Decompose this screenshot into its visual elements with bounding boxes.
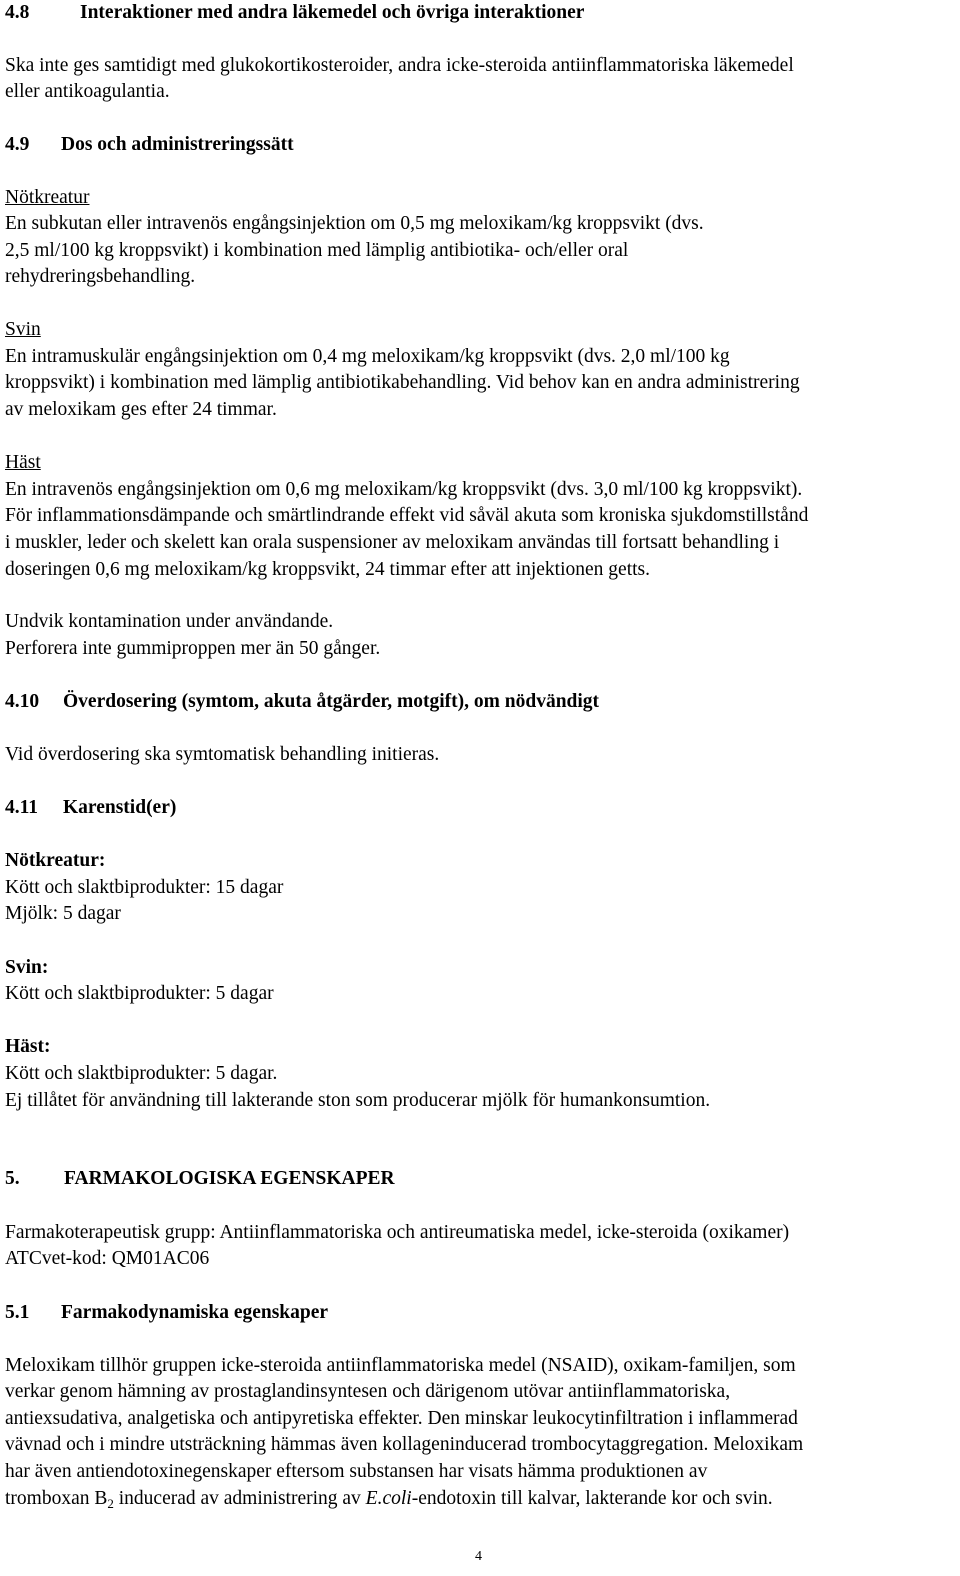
- section-heading-4-9: [5, 132, 294, 158]
- paragraph-line: kroppsvikt) i kombination med lämplig antibiotikabehandling. Vid behov kan en andra administrering: [5, 372, 800, 393]
- paragraph-line: För inflammationsdämpande och smärtlindrande effekt vid såväl akuta som kroniska sjukdomstillstånd: [5, 505, 809, 526]
- text-run: tromboxan B: [5, 1488, 108, 1509]
- paragraph-line: Vid överdosering ska symtomatisk behandling initieras.: [5, 744, 440, 765]
- section-number: 4.10: [5, 691, 40, 712]
- section-heading-4-8: [5, 0, 584, 26]
- withdrawal-heading-cattle: Nötkreatur:: [5, 850, 106, 871]
- paragraph-line: i muskler, leder och skelett kan orala suspensioner av meloxikam användas till fortsatt behandling i: [5, 532, 780, 553]
- paragraph-line: [5, 1486, 773, 1517]
- text-run: inducerad av administrering av: [113, 1488, 366, 1509]
- section-number: 4.8: [5, 2, 30, 23]
- page-number: 4: [475, 1549, 482, 1564]
- section-title: Karenstid(er): [63, 797, 177, 818]
- section-title: Farmakodynamiska egenskaper: [61, 1302, 329, 1323]
- paragraph-line: Undvik kontamination under användande.: [5, 611, 334, 632]
- paragraph-line: Ej tillåtet för användning till lakterande ston som producerar mjölk för humankonsumtion.: [5, 1090, 711, 1111]
- paragraph-line: Kött och slaktbiprodukter: 5 dagar: [5, 983, 274, 1004]
- italic-term: E.coli: [365, 1488, 412, 1509]
- species-heading-pig: Svin: [5, 319, 41, 340]
- paragraph-line: Mjölk: 5 dagar: [5, 903, 121, 924]
- paragraph-line: eller antikoagulantia.: [5, 81, 170, 102]
- paragraph-line: Kött och slaktbiprodukter: 5 dagar.: [5, 1063, 278, 1084]
- paragraph-line: verkar genom hämning av prostaglandinsyntesen och därigenom utövar antiinflammatoriska,: [5, 1381, 731, 1402]
- paragraph-line: rehydreringsbehandling.: [5, 266, 196, 287]
- section-title: Överdosering (symtom, akuta åtgärder, motgift), om nödvändigt: [63, 691, 600, 712]
- section-heading-5-1: [5, 1300, 328, 1326]
- section-heading-5: [5, 1166, 395, 1192]
- section-heading-4-11: [5, 795, 176, 821]
- paragraph-line: Farmakoterapeutisk grupp: Antiinflammatoriska och antireumatiska medel, icke-steroida (oxikamer): [5, 1222, 790, 1243]
- paragraph-line: Perforera inte gummiproppen mer än 50 gånger.: [5, 638, 381, 659]
- section-title: FARMAKOLOGISKA EGENSKAPER: [64, 1168, 395, 1189]
- section-number: 5.1: [5, 1302, 30, 1323]
- subscript: 2: [107, 1496, 114, 1511]
- paragraph-line: Meloxikam tillhör gruppen icke-steroida antiinflammatoriska medel (NSAID), oxikam-familjen, som: [5, 1355, 796, 1376]
- text-run: -endotoxin till kalvar, lakterande kor och svin.: [411, 1488, 773, 1509]
- paragraph-line: har även antiendotoxinegenskaper eftersom substansen har visats hämma produktionen av: [5, 1461, 708, 1482]
- paragraph-line: En intramuskulär engångsinjektion om 0,4 mg meloxikam/kg kroppsvikt (dvs. 2,0 ml/100 kg: [5, 346, 730, 367]
- section-number: 5.: [5, 1168, 20, 1189]
- withdrawal-heading-horse: Häst:: [5, 1036, 51, 1057]
- section-heading-4-10: [5, 689, 599, 715]
- paragraph-line: Kött och slaktbiprodukter: 15 dagar: [5, 877, 284, 898]
- paragraph-line: En subkutan eller intravenös engångsinjektion om 0,5 mg meloxikam/kg kroppsvikt (dvs.: [5, 213, 704, 234]
- species-heading-cattle: Nötkreatur: [5, 187, 90, 208]
- paragraph-line: 2,5 ml/100 kg kroppsvikt) i kombination med lämplig antibiotika- och/eller oral: [5, 240, 629, 261]
- paragraph-line: En intravenös engångsinjektion om 0,6 mg meloxikam/kg kroppsvikt (dvs. 3,0 ml/100 kg kroppsvikt).: [5, 479, 803, 500]
- section-number: 4.11: [5, 797, 39, 818]
- section-title: Interaktioner med andra läkemedel och övriga interaktioner: [80, 2, 585, 23]
- paragraph-line: Ska inte ges samtidigt med glukokortikosteroider, andra icke-steroida antiinflammatoriska läkemedel: [5, 55, 794, 76]
- paragraph-line: av meloxikam ges efter 24 timmar.: [5, 399, 277, 420]
- withdrawal-heading-pig: Svin:: [5, 957, 49, 978]
- species-heading-horse: Häst: [5, 452, 41, 473]
- paragraph-line: antiexsudativa, analgetiska och antipyretiska effekter. Den minskar leukocytinfiltration i inflammerad: [5, 1408, 798, 1429]
- paragraph-line: ATCvet-kod: QM01AC06: [5, 1248, 210, 1269]
- section-number: 4.9: [5, 134, 30, 155]
- paragraph-line: doseringen 0,6 mg meloxikam/kg kroppsvikt, 24 timmar efter att injektionen getts.: [5, 559, 651, 580]
- section-title: Dos och administreringssätt: [61, 134, 294, 155]
- paragraph-line: vävnad och i mindre utsträckning hämmas även kollageninducerad trombocytaggregation. Meloxikam: [5, 1434, 804, 1455]
